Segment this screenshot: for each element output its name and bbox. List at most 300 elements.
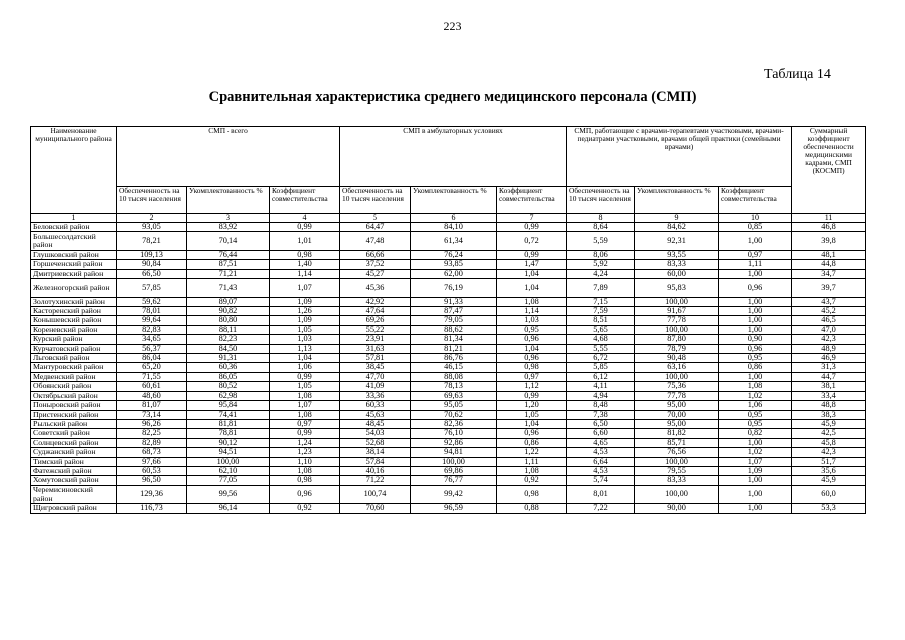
table-cell: 80,80 <box>187 316 270 325</box>
table-cell: 94,81 <box>411 448 497 457</box>
table-cell: 51,7 <box>792 457 866 466</box>
table-cell: 0,99 <box>497 391 567 400</box>
table-cell: 1,00 <box>719 316 792 325</box>
table-cell: 89,07 <box>187 297 270 306</box>
header-summary-coefficient: Суммарный коэффициент обеспеченности медицинскими кадрами, СМП (КОСМП) <box>792 127 866 214</box>
table-cell: 1,04 <box>497 269 567 278</box>
table-cell: 99,56 <box>187 485 270 504</box>
table-cell: 0,98 <box>497 485 567 504</box>
table-cell: 39,7 <box>792 279 866 298</box>
table-cell: 116,73 <box>117 504 187 513</box>
table-cell: 70,00 <box>635 410 719 419</box>
table-row <box>31 419 866 428</box>
table-cell: 90,00 <box>635 504 719 513</box>
district-name: Конышевский район <box>31 316 117 325</box>
table-row <box>31 429 866 438</box>
table-cell: 48,60 <box>117 391 187 400</box>
table-cell: 88,08 <box>411 372 497 381</box>
table-cell: 34,7 <box>792 269 866 278</box>
table-cell: 1,26 <box>270 307 340 316</box>
table-cell: 83,33 <box>635 260 719 269</box>
table-cell: 1,00 <box>719 307 792 316</box>
table-cell: 95,00 <box>635 419 719 428</box>
table-cell: 94,51 <box>187 448 270 457</box>
table-row <box>31 448 866 457</box>
table-cell: 42,92 <box>340 297 411 306</box>
table-cell: 0,95 <box>719 354 792 363</box>
table-row <box>31 466 866 475</box>
table-cell: 81,81 <box>187 419 270 428</box>
table-cell: 1,07 <box>719 457 792 466</box>
table-cell: 1,04 <box>270 354 340 363</box>
table-cell: 62,00 <box>411 269 497 278</box>
table-cell: 41,09 <box>340 382 411 391</box>
table-cell: 76,56 <box>635 448 719 457</box>
table-cell: 46,5 <box>792 316 866 325</box>
table-cell: 6,64 <box>567 457 635 466</box>
table-cell: 70,62 <box>411 410 497 419</box>
table-cell: 0,98 <box>270 250 340 259</box>
table-cell: 4,68 <box>567 335 635 344</box>
table-row <box>31 485 866 504</box>
table-cell: 5,92 <box>567 260 635 269</box>
table-cell: 71,22 <box>340 476 411 485</box>
table-cell: 83,92 <box>187 223 270 232</box>
table-cell: 78,81 <box>187 429 270 438</box>
table-cell: 5,85 <box>567 363 635 372</box>
table-cell: 31,3 <box>792 363 866 372</box>
table-cell: 85,71 <box>635 438 719 447</box>
table-cell: 95,00 <box>635 401 719 410</box>
table-cell: 42,3 <box>792 448 866 457</box>
table-cell: 6,12 <box>567 372 635 381</box>
table-cell: 90,84 <box>117 260 187 269</box>
table-cell: 7,89 <box>567 279 635 298</box>
table-cell: 0,99 <box>270 372 340 381</box>
table-cell: 4,11 <box>567 382 635 391</box>
column-index: 6 <box>411 214 497 223</box>
table-cell: 78,79 <box>635 344 719 353</box>
table-cell: 100,00 <box>635 325 719 334</box>
table-label: Таблица 14 <box>764 67 831 82</box>
table-cell: 76,44 <box>187 250 270 259</box>
table-row <box>31 307 866 316</box>
table-cell: 47,70 <box>340 372 411 381</box>
table-cell: 62,98 <box>187 391 270 400</box>
table-cell: 1,00 <box>719 485 792 504</box>
table-cell: 84,50 <box>187 344 270 353</box>
table-cell: 1,08 <box>270 391 340 400</box>
comparison-table <box>30 126 866 514</box>
table-cell: 1,23 <box>270 448 340 457</box>
district-name: Медвенский район <box>31 372 117 381</box>
table-cell: 93,55 <box>635 250 719 259</box>
table-cell: 97,66 <box>117 457 187 466</box>
table-cell: 93,85 <box>411 260 497 269</box>
table-cell: 5,65 <box>567 325 635 334</box>
table-cell: 56,37 <box>117 344 187 353</box>
table-cell: 76,19 <box>411 279 497 298</box>
table-cell: 0,96 <box>719 279 792 298</box>
table-cell: 4,53 <box>567 466 635 475</box>
district-name: Фатежский район <box>31 466 117 475</box>
table-cell: 0,97 <box>270 419 340 428</box>
table-cell: 1,01 <box>270 232 340 251</box>
table-cell: 7,59 <box>567 307 635 316</box>
table-cell: 96,26 <box>117 419 187 428</box>
table-cell: 5,59 <box>567 232 635 251</box>
table-cell: 48,8 <box>792 401 866 410</box>
table-cell: 33,36 <box>340 391 411 400</box>
district-name: Железногорский район <box>31 279 117 298</box>
table-cell: 84,62 <box>635 223 719 232</box>
table-cell: 0,86 <box>719 363 792 372</box>
table-cell: 81,82 <box>635 429 719 438</box>
table-cell: 100,00 <box>411 457 497 466</box>
table-cell: 0,88 <box>497 504 567 513</box>
district-name: Солнцевский район <box>31 438 117 447</box>
table-cell: 1,09 <box>719 466 792 475</box>
table-cell: 8,01 <box>567 485 635 504</box>
table-cell: 76,10 <box>411 429 497 438</box>
table-cell: 100,00 <box>635 372 719 381</box>
table-cell: 1,24 <box>270 438 340 447</box>
table-cell: 87,51 <box>187 260 270 269</box>
district-name: Кореневский район <box>31 325 117 334</box>
table-cell: 0,95 <box>719 419 792 428</box>
header-staffing-2: Укомплектованность % <box>411 187 497 214</box>
table-cell: 8,51 <box>567 316 635 325</box>
table-cell: 1,00 <box>719 297 792 306</box>
table-cell: 76,77 <box>411 476 497 485</box>
table-cell: 81,21 <box>411 344 497 353</box>
header-coef-2: Коэффициент совместительства <box>497 187 567 214</box>
table-cell: 86,05 <box>187 372 270 381</box>
table-cell: 77,05 <box>187 476 270 485</box>
table-cell: 69,26 <box>340 316 411 325</box>
table-cell: 1,00 <box>719 438 792 447</box>
table-cell: 91,33 <box>411 297 497 306</box>
table-cell: 1,09 <box>270 316 340 325</box>
table-cell: 0,95 <box>719 410 792 419</box>
table-cell: 0,95 <box>497 325 567 334</box>
column-index: 8 <box>567 214 635 223</box>
table-row <box>31 297 866 306</box>
table-cell: 65,20 <box>117 363 187 372</box>
table-cell: 4,24 <box>567 269 635 278</box>
table-cell: 6,50 <box>567 419 635 428</box>
table-cell: 0,97 <box>719 250 792 259</box>
column-index: 4 <box>270 214 340 223</box>
table-cell: 0,98 <box>270 476 340 485</box>
table-cell: 82,83 <box>117 325 187 334</box>
table-cell: 1,08 <box>497 466 567 475</box>
table-cell: 0,99 <box>497 223 567 232</box>
table-cell: 78,13 <box>411 382 497 391</box>
table-cell: 90,12 <box>187 438 270 447</box>
table-cell: 68,73 <box>117 448 187 457</box>
table-cell: 5,74 <box>567 476 635 485</box>
table-row <box>31 372 866 381</box>
table-row <box>31 476 866 485</box>
table-cell: 1,13 <box>270 344 340 353</box>
table-cell: 1,02 <box>719 391 792 400</box>
table-cell: 45,27 <box>340 269 411 278</box>
table-cell: 4,94 <box>567 391 635 400</box>
table-row <box>31 354 866 363</box>
table-cell: 96,50 <box>117 476 187 485</box>
table-cell: 100,00 <box>635 485 719 504</box>
district-name: Черемисиновский район <box>31 485 117 504</box>
table-cell: 1,40 <box>270 260 340 269</box>
table-cell: 53,3 <box>792 504 866 513</box>
table-cell: 31,63 <box>340 344 411 353</box>
table-cell: 90,82 <box>187 307 270 316</box>
table-cell: 1,00 <box>719 476 792 485</box>
table-row <box>31 325 866 334</box>
table-cell: 100,00 <box>187 457 270 466</box>
table-row <box>31 457 866 466</box>
table-cell: 46,8 <box>792 223 866 232</box>
header-staffing-3: Укомплектованность % <box>635 187 719 214</box>
table-cell: 90,48 <box>635 354 719 363</box>
table-cell: 66,66 <box>340 250 411 259</box>
table-cell: 1,20 <box>497 401 567 410</box>
table-row <box>31 410 866 419</box>
table-cell: 54,03 <box>340 429 411 438</box>
table-row <box>31 382 866 391</box>
district-name: Курчатовский район <box>31 344 117 353</box>
district-name: Дмитриевский район <box>31 269 117 278</box>
table-body <box>31 223 866 514</box>
table-cell: 64,47 <box>340 223 411 232</box>
table-cell: 1,14 <box>497 307 567 316</box>
table-cell: 23,91 <box>340 335 411 344</box>
table-cell: 1,00 <box>719 269 792 278</box>
table-cell: 60,61 <box>117 382 187 391</box>
table-cell: 38,1 <box>792 382 866 391</box>
table-cell: 7,15 <box>567 297 635 306</box>
district-name: Золотухинский район <box>31 297 117 306</box>
header-coef-1: Коэффициент совместительства <box>270 187 340 214</box>
table-cell: 47,48 <box>340 232 411 251</box>
table-cell: 86,04 <box>117 354 187 363</box>
table-cell: 0,98 <box>497 363 567 372</box>
district-name: Беловский район <box>31 223 117 232</box>
district-name: Касторенский район <box>31 307 117 316</box>
table-row <box>31 438 866 447</box>
table-cell: 46,9 <box>792 354 866 363</box>
table-cell: 1,05 <box>497 410 567 419</box>
table-cell: 6,60 <box>567 429 635 438</box>
table-cell: 44,8 <box>792 260 866 269</box>
table-cell: 45,9 <box>792 476 866 485</box>
district-name: Хомутовский район <box>31 476 117 485</box>
district-name: Октябрьский район <box>31 391 117 400</box>
column-index: 3 <box>187 214 270 223</box>
table-cell: 60,0 <box>792 485 866 504</box>
table-cell: 82,36 <box>411 419 497 428</box>
table-row <box>31 363 866 372</box>
table-cell: 1,22 <box>497 448 567 457</box>
table-cell: 44,7 <box>792 372 866 381</box>
header-supply-3: Обеспеченность на 10 тысяч населения <box>567 187 635 214</box>
table-row <box>31 316 866 325</box>
table-cell: 59,62 <box>117 297 187 306</box>
table-cell: 80,52 <box>187 382 270 391</box>
header-supply-2: Обеспеченность на 10 тысяч населения <box>340 187 411 214</box>
table-cell: 83,33 <box>635 476 719 485</box>
table-cell: 1,00 <box>719 372 792 381</box>
table-cell: 8,06 <box>567 250 635 259</box>
table-cell: 38,3 <box>792 410 866 419</box>
page-number: 223 <box>443 19 462 33</box>
table-cell: 57,85 <box>117 279 187 298</box>
header-group-smp-ambulatory: СМП в амбулаторных условиях <box>340 127 567 187</box>
district-name: Льговский район <box>31 354 117 363</box>
table-cell: 7,38 <box>567 410 635 419</box>
table-cell: 1,12 <box>497 382 567 391</box>
table-cell: 48,45 <box>340 419 411 428</box>
column-index: 9 <box>635 214 719 223</box>
table-cell: 0,96 <box>497 354 567 363</box>
table-cell: 60,36 <box>187 363 270 372</box>
table-cell: 1,11 <box>719 260 792 269</box>
table-cell: 0,96 <box>497 429 567 438</box>
district-name: Глушковский район <box>31 250 117 259</box>
table-cell: 43,7 <box>792 297 866 306</box>
table-cell: 74,41 <box>187 410 270 419</box>
table-cell: 37,52 <box>340 260 411 269</box>
table-cell: 1,00 <box>719 325 792 334</box>
table-cell: 45,9 <box>792 419 866 428</box>
table-cell: 45,2 <box>792 307 866 316</box>
table-cell: 71,43 <box>187 279 270 298</box>
table-row <box>31 401 866 410</box>
district-name: Курский район <box>31 335 117 344</box>
table-cell: 1,10 <box>270 457 340 466</box>
table-cell: 78,21 <box>117 232 187 251</box>
table-cell: 1,08 <box>497 297 567 306</box>
table-cell: 48,9 <box>792 344 866 353</box>
table-cell: 57,84 <box>340 457 411 466</box>
table-cell: 35,6 <box>792 466 866 475</box>
table-cell: 61,34 <box>411 232 497 251</box>
table-cell: 0,99 <box>270 223 340 232</box>
table-cell: 63,16 <box>635 363 719 372</box>
table-row <box>31 344 866 353</box>
table-cell: 1,06 <box>270 363 340 372</box>
table-cell: 82,23 <box>187 335 270 344</box>
table-cell: 91,31 <box>187 354 270 363</box>
table-cell: 60,33 <box>340 401 411 410</box>
table-cell: 92,86 <box>411 438 497 447</box>
table-cell: 79,05 <box>411 316 497 325</box>
table-cell: 45,8 <box>792 438 866 447</box>
table-cell: 1,05 <box>270 382 340 391</box>
table-cell: 78,01 <box>117 307 187 316</box>
district-name: Большесолдатский район <box>31 232 117 251</box>
table-cell: 40,16 <box>340 466 411 475</box>
table-cell: 81,07 <box>117 401 187 410</box>
table-cell: 1,08 <box>719 382 792 391</box>
table-cell: 0,85 <box>719 223 792 232</box>
table-cell: 1,07 <box>270 401 340 410</box>
table-cell: 84,10 <box>411 223 497 232</box>
table-cell: 88,62 <box>411 325 497 334</box>
table-cell: 70,14 <box>187 232 270 251</box>
table-cell: 4,65 <box>567 438 635 447</box>
table-row <box>31 269 866 278</box>
table-cell: 1,07 <box>270 279 340 298</box>
table-cell: 60,00 <box>635 269 719 278</box>
table-cell: 66,50 <box>117 269 187 278</box>
table-cell: 86,76 <box>411 354 497 363</box>
header-supply-1: Обеспеченность на 10 тысяч населения <box>117 187 187 214</box>
table-cell: 0,96 <box>270 485 340 504</box>
table-cell: 99,42 <box>411 485 497 504</box>
district-name: Щигровский район <box>31 504 117 513</box>
table-cell: 1,11 <box>497 457 567 466</box>
table-cell: 5,55 <box>567 344 635 353</box>
header-group-smp-total: СМП - всего <box>117 127 340 187</box>
table-cell: 1,00 <box>719 232 792 251</box>
table-cell: 0,96 <box>497 335 567 344</box>
column-index: 1 <box>31 214 117 223</box>
table-row <box>31 250 866 259</box>
table-cell: 91,67 <box>635 307 719 316</box>
table-cell: 87,80 <box>635 335 719 344</box>
table-row <box>31 260 866 269</box>
table-cell: 109,13 <box>117 250 187 259</box>
table-cell: 71,21 <box>187 269 270 278</box>
district-name: Тимский район <box>31 457 117 466</box>
table-row <box>31 232 866 251</box>
district-name: Пристенский район <box>31 410 117 419</box>
table-cell: 42,5 <box>792 429 866 438</box>
table-cell: 7,22 <box>567 504 635 513</box>
table-cell: 38,14 <box>340 448 411 457</box>
table-cell: 1,04 <box>497 279 567 298</box>
header-staffing-1: Укомплектованность % <box>187 187 270 214</box>
table-cell: 77,78 <box>635 391 719 400</box>
table-cell: 71,55 <box>117 372 187 381</box>
table-cell: 0,90 <box>719 335 792 344</box>
document-title: Сравнительная характеристика среднего медицинского персонала (СМП) <box>208 89 697 105</box>
table-cell: 55,22 <box>340 325 411 334</box>
table-cell: 1,14 <box>270 269 340 278</box>
table-cell: 95,84 <box>187 401 270 410</box>
table-cell: 1,08 <box>270 410 340 419</box>
table-cell: 34,65 <box>117 335 187 344</box>
table-cell: 81,34 <box>411 335 497 344</box>
table-cell: 33,4 <box>792 391 866 400</box>
table-cell: 52,68 <box>340 438 411 447</box>
table-cell: 0,99 <box>497 250 567 259</box>
table-cell: 96,14 <box>187 504 270 513</box>
table-cell: 99,64 <box>117 316 187 325</box>
table-cell: 0,99 <box>270 429 340 438</box>
table-cell: 1,08 <box>270 466 340 475</box>
district-name: Поныровский район <box>31 401 117 410</box>
table-cell: 69,63 <box>411 391 497 400</box>
column-index: 7 <box>497 214 567 223</box>
column-index: 5 <box>340 214 411 223</box>
table-cell: 57,81 <box>340 354 411 363</box>
table-cell: 93,05 <box>117 223 187 232</box>
table-row <box>31 504 866 513</box>
table-cell: 1,04 <box>497 344 567 353</box>
